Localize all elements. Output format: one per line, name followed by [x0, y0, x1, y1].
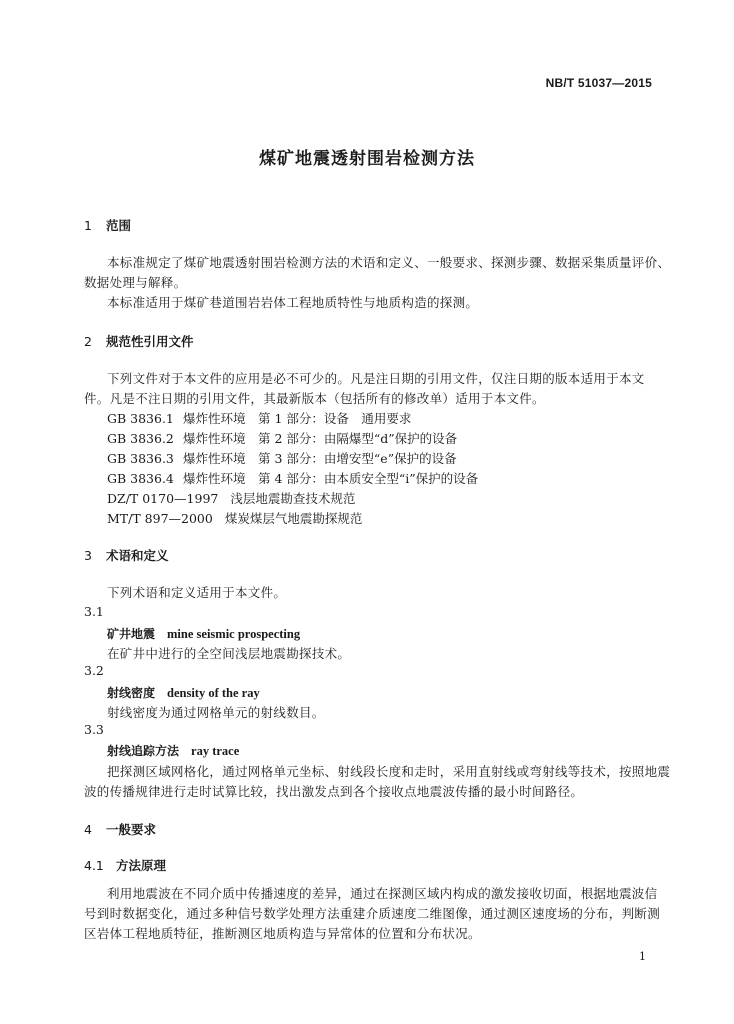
- section-title: 规范性引用文件: [106, 334, 194, 349]
- subsection-title: 方法原理: [116, 858, 167, 873]
- reference-title: 浅层地震勘查技术规范: [230, 491, 356, 506]
- reference-code: GB 3836.4: [107, 471, 174, 486]
- paragraph-line: 利用地震波在不同介质中传播速度的差异，通过在探测区域内构成的激发接收切面，根据地震波信: [107, 886, 658, 901]
- term-chinese: 射线密度: [107, 686, 156, 700]
- term-number: 3.2: [84, 663, 104, 678]
- document-title: 煤矿地震透射围岩检测方法: [259, 149, 475, 169]
- term-definition: 在矿井中进行的全空间浅层地震勘探技术。: [107, 646, 351, 661]
- section-number: 1: [84, 218, 92, 233]
- section-3-heading: [84, 546, 169, 564]
- subsection-number: 4.1: [84, 858, 104, 873]
- term-chinese: 矿井地震: [107, 627, 156, 641]
- term-definition-line: 把探测区域网格化，通过网格单元坐标、射线段长度和走时，采用直射线或弯射线等技术，按照地震: [107, 764, 671, 779]
- paragraph-line: 下列文件对于本文件的应用是必不可少的。凡是注日期的引用文件，仅注日期的版本适用于本文: [107, 371, 645, 386]
- reference-item: [107, 509, 362, 527]
- reference-code: GB 3836.3: [107, 451, 174, 466]
- term-english: ray trace: [191, 744, 240, 758]
- paragraph-line: 区岩体工程地质特征，推断测区地质构造与异常体的位置和分布状况。: [84, 926, 481, 941]
- term-definition: 射线密度为通过网格单元的射线数目。: [107, 705, 325, 720]
- reference-code: GB 3836.1: [107, 411, 174, 426]
- term-chinese: 射线追踪方法: [107, 744, 180, 758]
- reference-code: MT/T 897—2000: [107, 511, 213, 526]
- reference-title: 煤炭煤层气地震勘探规范: [224, 511, 363, 526]
- term-english: mine seismic prospecting: [167, 627, 301, 641]
- reference-title: 爆炸性环境 第 1 部分：设备 通用要求: [183, 411, 412, 426]
- reference-title: 爆炸性环境 第 2 部分：由隔爆型“d”保护的设备: [183, 431, 458, 446]
- subsection-4-1-heading: [84, 856, 166, 874]
- reference-item: [107, 469, 478, 487]
- paragraph-line: 件。凡是不注日期的引用文件，其最新版本（包括所有的修改单）适用于本文件。: [84, 391, 545, 406]
- paragraph-line: 本标准适用于煤矿巷道围岩岩体工程地质特性与地质构造的探测。: [107, 295, 479, 310]
- reference-item: [107, 429, 457, 447]
- term-heading: [107, 742, 239, 759]
- reference-item: [107, 449, 457, 467]
- section-4-heading: [84, 820, 156, 838]
- term-number: 3.1: [84, 604, 104, 619]
- section-number: 2: [84, 334, 92, 349]
- standard-code: NB/T 51037—2015: [545, 76, 652, 90]
- paragraph-line: 号到时数据变化，通过多种信号数学处理方法重建介质速度二维图像，通过测区速度场的分布，判断测: [84, 906, 661, 921]
- paragraph-line: 数据处理与解释。: [84, 275, 187, 290]
- section-number: 4: [84, 822, 92, 837]
- term-definition-line: 波的传播规律进行走时试算比较，找出激发点到各个接收点地震波传播的最小时间路径。: [84, 784, 584, 799]
- page-number: 1: [639, 950, 646, 963]
- section-2-heading: [84, 332, 194, 350]
- term-heading: [107, 625, 300, 642]
- section-title: 范围: [106, 218, 132, 233]
- reference-item: [107, 409, 411, 427]
- section-1-heading: [84, 216, 131, 234]
- reference-code: DZ/T 0170—1997: [107, 491, 219, 506]
- reference-title: 爆炸性环境 第 4 部分：由本质安全型“i”保护的设备: [183, 471, 479, 486]
- reference-item: [107, 489, 355, 507]
- paragraph-line: 本标准规定了煤矿地震透射围岩检测方法的术语和定义、一般要求、探测步骤、数据采集质量评价、: [107, 255, 671, 270]
- reference-code: GB 3836.2: [107, 431, 174, 446]
- section-title: 一般要求: [106, 822, 157, 837]
- section-number: 3: [84, 548, 92, 563]
- section-title: 术语和定义: [106, 548, 169, 563]
- reference-title: 爆炸性环境 第 3 部分：由增安型“e”保护的设备: [183, 451, 457, 466]
- paragraph-line: 下列术语和定义适用于本文件。: [107, 585, 287, 600]
- term-english: density of the ray: [167, 686, 260, 700]
- term-heading: [107, 684, 260, 701]
- term-number: 3.3: [84, 722, 104, 737]
